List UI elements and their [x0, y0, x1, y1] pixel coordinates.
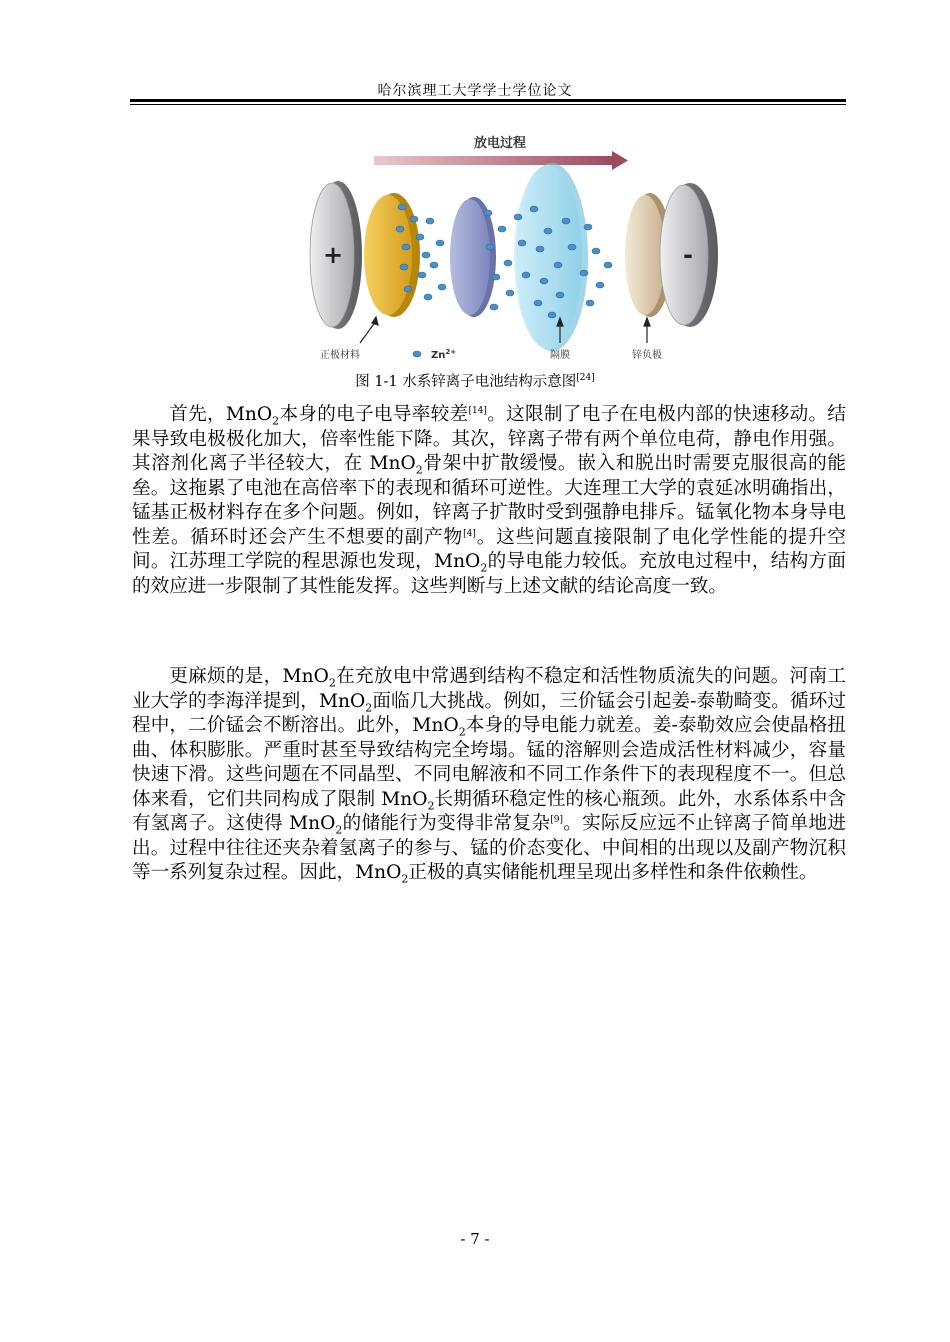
plus-sign: + — [322, 241, 344, 269]
subscript-2: 2 — [335, 823, 343, 837]
header-rule-thin — [130, 104, 846, 105]
p2-seg: 在充放电中常遇到结构不稳定和活性物质流失的问题。河南工业大学的李海洋提到，MnO — [132, 666, 846, 712]
label-pointers — [360, 317, 650, 343]
p1-seg: 首先，MnO — [169, 404, 273, 425]
p1-seg: 的导电能力较低。充放电过程中，结构方面的效应进一步限制了其性能发挥。这些判断与上述文献的结论高度一致。 — [132, 551, 846, 597]
subscript-2: 2 — [427, 799, 435, 813]
subscript-2: 2 — [328, 676, 336, 690]
p1-seg: 。这限制了电子在电极内部的快速移动。结果导致电极极化加大，倍率性能下降。其次，锌离子带有两个单位电荷，静电作用强。其溶剂化离子半径较大，在 MnO — [132, 404, 846, 474]
citation-ref: [4] — [463, 528, 476, 539]
discharge-arrow — [374, 151, 628, 170]
separator-membrane — [514, 163, 588, 351]
citation-ref: [9] — [550, 814, 563, 825]
ion-charge: 2+ — [445, 348, 457, 356]
figure-caption-text: 图 1-1 水系锌离子电池结构示意图 — [355, 374, 577, 390]
p2-seg: 更麻烦的是，MnO — [169, 666, 329, 687]
p1-seg: 。这些问题直接限制了电化学性能的提升空间。江苏理工学院的程思源也发现，MnO — [132, 526, 846, 572]
p2-seg: 的储能行为变得非常复杂 — [342, 813, 551, 834]
separator-label: 隔膜 — [550, 350, 570, 361]
ion-legend-marker — [413, 351, 421, 357]
figure-caption-ref: [24] — [576, 373, 595, 384]
p2-seg: 本身的导电能力就差。姜-泰勒效应会使晶格扭曲、体积膨胀。严重时甚至导致结构完全垮塌。锰的溶解则会造成活性材料减少，容量快速下滑。这些问题在不同晶型、不同电解液和不同工作条件下的表现程度不一。但总体来看，它们共同构成了限制 MnO — [132, 715, 846, 810]
paragraph-2 — [132, 665, 846, 886]
cathode-label: 正极材料 — [320, 350, 360, 361]
p2-seg: 长期循环稳定性的核心瓶颈。此外，水系体系中含有氢离子。这使得 MnO — [132, 788, 846, 834]
p1-seg: 本身的电子电导率较差 — [279, 404, 469, 425]
page-number: - 7 - — [460, 1230, 490, 1248]
anode-label: 锌负极 — [632, 350, 662, 361]
ion-symbol: Zn — [431, 350, 446, 361]
p1-seg: 骨架中扩散缓慢。嵌入和脱出时需要克服很高的能垒。这拖累了电池在高倍率下的表现和循环可逆性。大连理工大学的袁延冰明确指出，锰基正极材料存在多个问题。例如，锌离子扩散时受到强静电排斥。锰氧化物本身导电性差。循环时还会产生不想要的副产物 — [132, 453, 846, 548]
p2-seg: 正极的真实储能机理呈现出多样性和条件依赖性。 — [408, 862, 818, 883]
ion-legend-label — [431, 348, 456, 361]
paragraph-1 — [132, 403, 846, 599]
subscript-2: 2 — [401, 872, 409, 886]
battery-structure-figure — [290, 125, 693, 365]
subscript-2: 2 — [458, 725, 466, 739]
header-rule-thick — [130, 99, 846, 102]
figure-caption — [0, 370, 950, 391]
running-header: 哈尔滨理工大学学士学位论文 — [377, 83, 573, 99]
subscript-2: 2 — [365, 701, 373, 715]
subscript-2: 2 — [415, 463, 423, 477]
citation-ref: [14] — [468, 405, 487, 416]
cathode-material-disk — [364, 193, 420, 317]
p2-seg: 面临几大挑战。例如，三价锰会引起姜-泰勒畸变。循环过程中，二价锰会不断溶出。此外，MnO — [132, 690, 846, 736]
subscript-2: 2 — [272, 414, 280, 428]
minus-sign: - — [683, 241, 693, 269]
p2-seg: 。实际反应远不止锌离子简单地进出。过程中往往还夹杂着氢离子的参与、锰的价态变化、中间相的出现以及副产物沉积等一系列复杂过程。因此，MnO — [132, 813, 846, 883]
discharge-label: 放电过程 — [473, 136, 527, 151]
subscript-2: 2 — [480, 561, 488, 575]
